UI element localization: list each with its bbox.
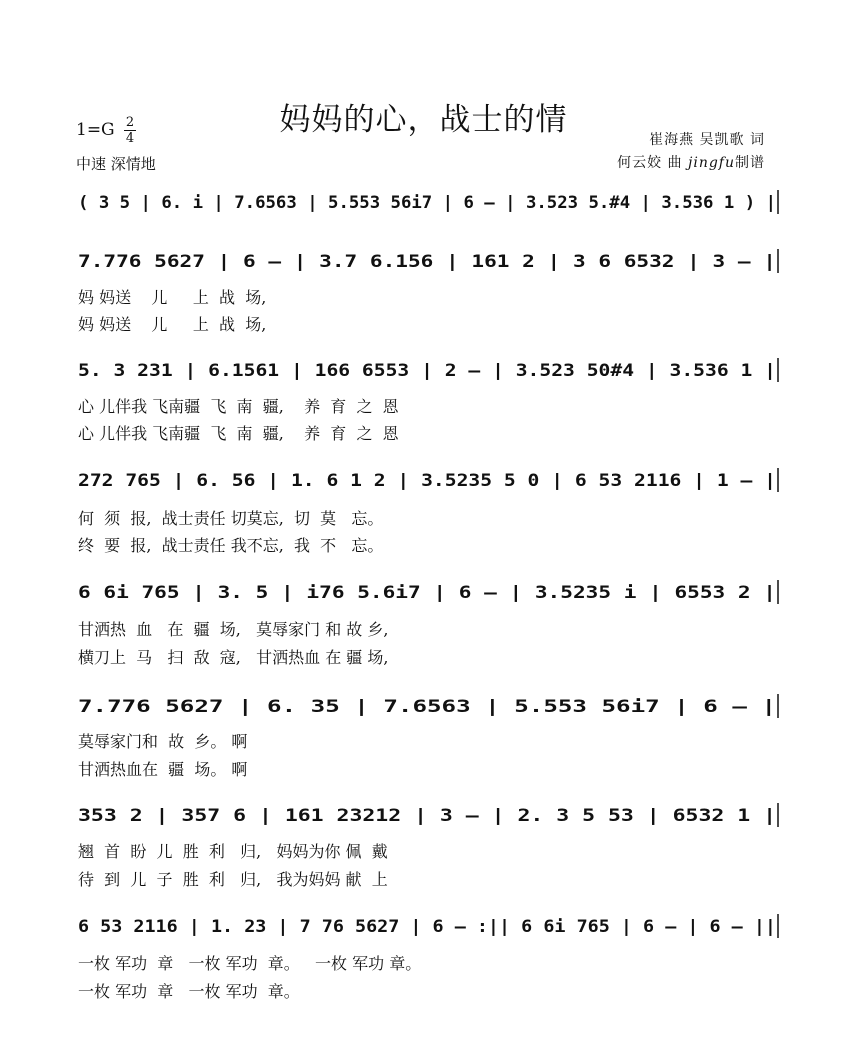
lyric-verse-1: 妈 妈送 儿 上 战 场, <box>78 288 267 307</box>
notation-line <box>0 462 847 502</box>
lyric-verse-1: 翘 首 盼 儿 胜 利 归, 妈妈为你 佩 戴 <box>78 842 388 861</box>
lyric-verse-2: 妈 妈送 儿 上 战 场, <box>78 315 267 334</box>
notation-text: 353 2 | 357 6 | 161 23212 | 3 – | 2. 3 5 53 | 6532 1 | <box>78 806 776 826</box>
lyric-verse-2: 横刀上 马 扫 敌 寇, 甘洒热血 在 疆 场, <box>78 648 389 667</box>
notation-svg <box>0 243 847 283</box>
lyric-verse-2: 一枚 军功 章 一枚 军功 章。 <box>78 982 300 1001</box>
notation-text: 7.776 5627 | 6. 35 | 7.6563 | 5.553 56i7 | 6 – | <box>78 697 776 717</box>
notation-line <box>0 797 847 837</box>
notation-line <box>0 352 847 392</box>
lyric-verse-1: 心 儿伴我 飞南疆 飞 南 疆, 养 育 之 恩 <box>78 397 399 416</box>
song-title: 妈妈的心，战士的情 <box>279 102 568 138</box>
lyricist-credit: 崔海燕 吴凯歌 词 <box>649 132 765 148</box>
arranger-name: jingfu <box>688 155 735 171</box>
notation-line <box>0 574 847 614</box>
lyric-verse-2: 待 到 儿 子 胜 利 归, 我为妈妈 献 上 <box>78 870 388 889</box>
composer-name: 何云姣 曲 <box>617 155 683 171</box>
notation-text: 5. 3 231 | 6.1561 | 166 6553 | 2 – | 3.523 50#4 | 3.536 1 | <box>78 361 776 381</box>
time-sig-numerator: 2 <box>125 115 135 130</box>
notation-text: 6 6i 765 | 3. 5 | i76 5.6i7 | 6 – | 3.5235 i | 6553 2 | <box>78 583 776 603</box>
lyric-verse-2: 心 儿伴我 飞南疆 飞 南 疆, 养 育 之 恩 <box>78 424 399 443</box>
time-signature <box>124 116 136 145</box>
notation-svg <box>0 908 847 948</box>
time-sig-denominator: 4 <box>125 131 135 146</box>
notation-text: 7.776 5627 | 6 – | 3.7 6.156 | 161 2 | 3 6 6532 | 3 – | <box>78 252 776 272</box>
notation-text: ( 3 5 | 6. i | 7.6563 | 5.553 56i7 | 6 – | 3.523 5.#4 | 3.536 1 ) | <box>78 193 776 213</box>
notation-svg <box>0 688 847 728</box>
notation-svg <box>0 352 847 392</box>
notation-line <box>0 908 847 948</box>
notation-text: 6 53 2116 | 1. 23 | 7 76 5627 | 6 – :|| 6 6i 765 | 6 – | 6 – || <box>78 917 776 937</box>
lyric-verse-2: 甘洒热血在 疆 场。 啊 <box>78 760 248 779</box>
arranger-suffix: 制谱 <box>735 155 765 171</box>
lyric-verse-1: 莫辱家门和 故 乡。 啊 <box>78 732 248 751</box>
lyric-verse-2: 终 要 报, 战士责任 我不忘, 我 不 忘。 <box>78 536 384 555</box>
notation-svg <box>0 184 847 224</box>
notation-line <box>0 184 847 224</box>
notation-svg <box>0 462 847 502</box>
tempo-marking: 中速 深情地 <box>76 155 156 173</box>
lyric-verse-1: 甘洒热 血 在 疆 场, 莫辱家门 和 故 乡, <box>78 620 389 639</box>
notation-svg <box>0 797 847 837</box>
composer-credit <box>617 152 765 172</box>
notation-line <box>0 688 847 728</box>
lyric-verse-1: 一枚 军功 章 一枚 军功 章。 一枚 军功 章。 <box>78 954 422 973</box>
lyric-verse-1: 何 须 报, 战士责任 切莫忘, 切 莫 忘。 <box>78 509 384 528</box>
notation-svg <box>0 574 847 614</box>
key-signature: 1=G <box>76 120 115 140</box>
notation-line <box>0 243 847 283</box>
notation-text: 272 765 | 6. 56 | 1. 6 1 2 | 3.5235 5 0 | 6 53 2116 | 1 – | <box>78 471 776 491</box>
